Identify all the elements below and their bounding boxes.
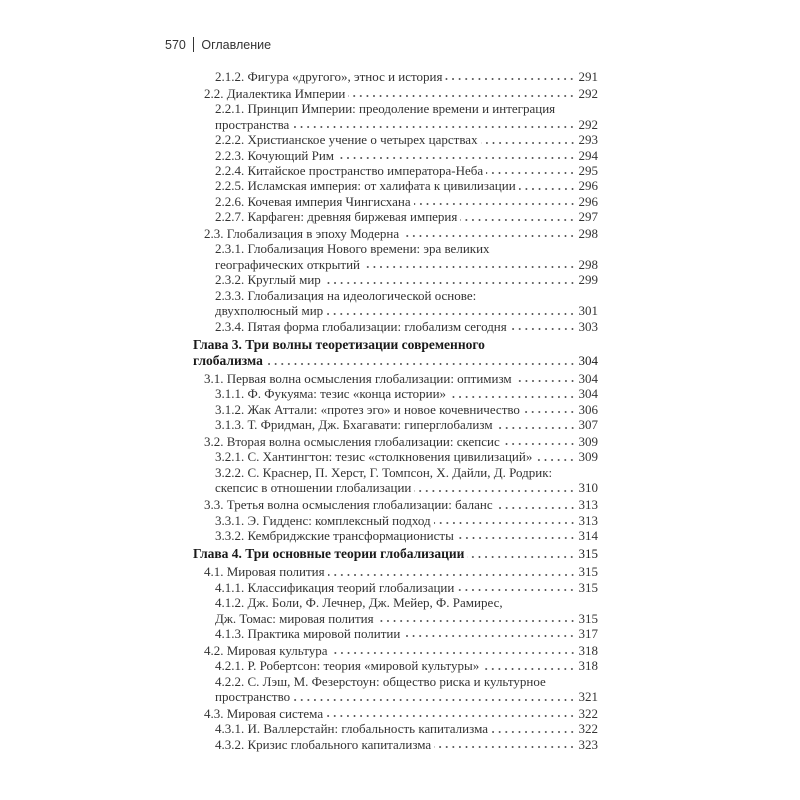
toc-chapter[interactable] bbox=[193, 546, 598, 562]
toc-entry-title: 2.2.2. Христианское учение о четырех царствах bbox=[215, 132, 478, 148]
toc-entry[interactable] bbox=[193, 148, 598, 163]
dot-leader bbox=[414, 196, 576, 206]
toc-entry-title: глобализма bbox=[193, 352, 263, 368]
toc-line bbox=[215, 209, 598, 224]
toc-line bbox=[215, 465, 598, 480]
toc-entry-title: 3.2.1. С. Хантингтон: тезис «столкновения цивилизаций» bbox=[215, 449, 533, 465]
toc-line bbox=[204, 564, 598, 579]
toc-line bbox=[215, 721, 598, 736]
toc-entry-title: 4.1.2. Дж. Боли, Ф. Лечнер, Дж. Мейер, Ф. Рамирес, bbox=[215, 595, 503, 611]
dot-leader bbox=[486, 165, 575, 175]
dot-leader bbox=[467, 549, 575, 559]
toc-entry-title: Дж. Томас: мировая полития bbox=[215, 610, 374, 626]
dot-leader bbox=[482, 661, 575, 671]
toc-page-number: 292 bbox=[578, 116, 598, 132]
dot-leader bbox=[503, 436, 576, 446]
toc-page-number: 315 bbox=[578, 564, 598, 580]
dot-leader bbox=[348, 88, 575, 98]
toc-line bbox=[193, 353, 598, 369]
toc-page-number: 291 bbox=[578, 69, 598, 84]
toc-page-number: 307 bbox=[578, 417, 598, 433]
toc-entry[interactable] bbox=[193, 402, 598, 417]
toc-line bbox=[215, 689, 598, 704]
dot-leader bbox=[292, 119, 575, 129]
toc-entry-title: 2.2.5. Исламская империя: от халифата к цивилизации bbox=[215, 178, 516, 194]
toc-line bbox=[193, 546, 598, 562]
dot-leader bbox=[326, 306, 575, 316]
toc-entry[interactable] bbox=[193, 580, 598, 595]
toc-entry[interactable] bbox=[193, 434, 598, 449]
toc-entry-title: 3.2.2. С. Краснер, П. Херст, Г. Томпсон, Х. Дайли, Д. Родрик: bbox=[215, 464, 553, 480]
toc-line bbox=[215, 386, 598, 401]
toc-entry-title: Глава 3. Три волны теоретизации современного bbox=[193, 336, 485, 352]
running-header bbox=[165, 37, 271, 52]
toc-page-number: 299 bbox=[578, 272, 598, 288]
toc-page-number: 294 bbox=[578, 147, 598, 163]
toc-line bbox=[215, 257, 598, 272]
toc-line bbox=[215, 272, 598, 287]
toc-entry-title: 2.2.3. Кочующий Рим bbox=[215, 147, 335, 163]
toc-page-number: 313 bbox=[578, 497, 598, 513]
toc-entry-title: 3.1. Первая волна осмысления глобализации: оптимизм bbox=[204, 370, 512, 386]
toc-entry[interactable] bbox=[193, 564, 598, 579]
toc-entry-title: 4.2.1. Р. Робертсон: теория «мировой культуры» bbox=[215, 658, 480, 674]
toc-page-number: 309 bbox=[578, 434, 598, 450]
toc-line bbox=[215, 163, 598, 178]
toc-entry-title: 2.2.1. Принцип Империи: преодоление времени и интеграция bbox=[215, 101, 556, 117]
toc-entry[interactable] bbox=[193, 226, 598, 241]
toc-entry-title: географических открытий bbox=[215, 256, 360, 272]
toc-line bbox=[215, 658, 598, 673]
toc-entry-title: 4.3.2. Кризис глобального капитализма bbox=[215, 736, 432, 752]
toc-line bbox=[215, 513, 598, 528]
toc-entry[interactable] bbox=[193, 497, 598, 512]
toc-entry-title: 3.3.2. Кембриджские трансформационисты bbox=[215, 527, 454, 543]
toc-line bbox=[215, 117, 598, 132]
toc-entry-title: 4.1.1. Классификация теорий глобализации bbox=[215, 579, 455, 595]
dot-leader bbox=[403, 628, 575, 638]
toc-entry[interactable] bbox=[193, 69, 598, 84]
toc-entry[interactable] bbox=[193, 674, 598, 705]
toc-entry[interactable] bbox=[193, 163, 598, 178]
toc-line bbox=[215, 101, 598, 116]
toc-line bbox=[215, 626, 598, 641]
toc-line bbox=[215, 528, 598, 543]
dot-leader bbox=[328, 567, 576, 577]
toc-line bbox=[204, 434, 598, 449]
toc-page-number: 304 bbox=[578, 386, 598, 402]
toc-line bbox=[193, 337, 598, 353]
toc-entry-title: 4.2. Мировая культура bbox=[204, 642, 328, 658]
toc-page-number: 322 bbox=[578, 721, 598, 737]
toc-entry-title: двухполюсный мир bbox=[215, 303, 324, 319]
toc-entry[interactable] bbox=[193, 595, 598, 626]
toc-line bbox=[215, 178, 598, 193]
dot-leader bbox=[434, 515, 576, 525]
toc-line bbox=[215, 132, 598, 147]
toc-page-number: 317 bbox=[578, 626, 598, 641]
toc-line bbox=[215, 148, 598, 163]
toc-page-number: 296 bbox=[578, 193, 598, 209]
toc-entry[interactable] bbox=[193, 658, 598, 673]
toc-page-number: 315 bbox=[578, 546, 598, 562]
dot-leader bbox=[293, 692, 575, 702]
toc-entry-title: 2.3.1. Глобализация Нового времени: эра великих bbox=[215, 241, 490, 257]
dot-leader bbox=[326, 708, 575, 718]
toc-line bbox=[204, 226, 598, 241]
toc-entry-title: 3.2. Вторая волна осмысления глобализации: скепсис bbox=[204, 434, 500, 450]
dot-leader bbox=[324, 275, 576, 285]
toc-page-number: 309 bbox=[578, 449, 598, 465]
toc-entry[interactable] bbox=[193, 737, 598, 752]
toc-page-number: 293 bbox=[578, 132, 598, 148]
toc-entry-title: 3.1.1. Ф. Фукуяма: тезис «конца истории» bbox=[215, 386, 447, 402]
toc-page-number: 296 bbox=[578, 178, 598, 194]
dot-leader bbox=[460, 212, 575, 222]
toc-entry-title: пространство bbox=[215, 689, 291, 705]
toc-line bbox=[204, 497, 598, 512]
toc-page-number: 322 bbox=[578, 706, 598, 722]
toc-line bbox=[215, 69, 598, 84]
toc-line bbox=[215, 611, 598, 626]
dot-leader bbox=[449, 389, 575, 399]
toc-line bbox=[215, 402, 598, 417]
toc-line bbox=[215, 319, 598, 334]
toc-entry[interactable] bbox=[193, 132, 598, 147]
toc-line bbox=[204, 643, 598, 658]
dot-leader bbox=[434, 739, 575, 749]
toc-line bbox=[215, 449, 598, 464]
toc-entry[interactable] bbox=[193, 241, 598, 272]
toc-page-number: 323 bbox=[578, 736, 598, 752]
toc-entry-title: 4.1.3. Практика мировой политии bbox=[215, 626, 401, 641]
toc-entry-title: 2.3.4. Пятая форма глобализации: глобализм сегодня bbox=[215, 318, 507, 334]
toc-entry-title: Глава 4. Три основные теории глобализации bbox=[193, 546, 465, 562]
toc-entry[interactable] bbox=[193, 194, 598, 209]
toc-entry[interactable] bbox=[193, 101, 598, 132]
toc-entry[interactable] bbox=[193, 272, 598, 287]
toc-line bbox=[215, 595, 598, 610]
toc-page-number: 301 bbox=[578, 303, 598, 319]
dot-leader bbox=[445, 71, 575, 81]
toc-entry[interactable] bbox=[193, 178, 598, 193]
toc-entry[interactable] bbox=[193, 513, 598, 528]
dot-leader bbox=[377, 613, 576, 623]
toc-entry-title: 2.2.4. Китайское пространство императора-Неба bbox=[215, 162, 484, 178]
toc-line bbox=[215, 480, 598, 495]
toc-line bbox=[215, 194, 598, 209]
dot-leader bbox=[535, 452, 575, 462]
toc-page-number: 304 bbox=[578, 352, 598, 368]
toc-line bbox=[215, 580, 598, 595]
toc-entry[interactable] bbox=[193, 706, 598, 721]
toc-page-number: 295 bbox=[578, 162, 598, 178]
toc-entry[interactable] bbox=[193, 386, 598, 401]
toc-page-number: 298 bbox=[578, 226, 598, 242]
dot-leader bbox=[510, 321, 576, 331]
toc-page-number: 318 bbox=[578, 658, 598, 674]
toc-entry-title: 2.3.2. Круглый мир bbox=[215, 272, 321, 288]
toc-page-number: 313 bbox=[578, 512, 598, 528]
toc-page-number: 292 bbox=[578, 85, 598, 101]
toc-line bbox=[215, 674, 598, 689]
toc-entry-title: скепсис в отношении глобализации bbox=[215, 480, 412, 496]
dot-leader bbox=[515, 373, 576, 383]
toc-entry[interactable] bbox=[193, 643, 598, 658]
dot-leader bbox=[491, 724, 576, 734]
page-number: 570 bbox=[165, 37, 186, 52]
toc-entry[interactable] bbox=[193, 721, 598, 736]
toc-line bbox=[215, 241, 598, 256]
toc-entry-title: 2.2.7. Карфаген: древняя биржевая империя bbox=[215, 209, 458, 225]
toc-page-number: 303 bbox=[578, 318, 598, 334]
table-of-contents bbox=[193, 69, 598, 752]
toc-entry[interactable] bbox=[193, 449, 598, 464]
toc-page-number: 318 bbox=[578, 642, 598, 658]
toc-line bbox=[204, 86, 598, 101]
dot-leader bbox=[496, 420, 576, 430]
dot-leader bbox=[523, 404, 576, 414]
toc-page-number: 315 bbox=[578, 579, 598, 595]
dot-leader bbox=[414, 483, 575, 493]
toc-entry[interactable] bbox=[193, 417, 598, 432]
toc-entry-title: 3.3. Третья волна осмысления глобализации: баланс bbox=[204, 497, 493, 513]
toc-page-number: 310 bbox=[578, 480, 598, 496]
dot-leader bbox=[266, 356, 576, 366]
dot-leader bbox=[457, 582, 575, 592]
toc-entry[interactable] bbox=[193, 288, 598, 319]
toc-entry[interactable] bbox=[193, 465, 598, 496]
toc-line bbox=[215, 737, 598, 752]
dot-leader bbox=[402, 228, 575, 238]
toc-entry-title: 2.1.2. Фигура «другого», этнос и история bbox=[215, 69, 443, 84]
toc-page-number: 315 bbox=[578, 610, 598, 626]
dot-leader bbox=[457, 530, 576, 540]
dot-leader bbox=[363, 259, 576, 269]
toc-entry[interactable] bbox=[193, 626, 598, 641]
toc-line bbox=[204, 371, 598, 386]
toc-entry[interactable] bbox=[193, 86, 598, 101]
toc-page-number: 314 bbox=[578, 527, 598, 543]
toc-entry-title: 4.3. Мировая система bbox=[204, 706, 324, 722]
toc-entry-title: 3.1.2. Жак Аттали: «протез эго» и новое кочевничество bbox=[215, 401, 520, 417]
dot-leader bbox=[331, 645, 576, 655]
dot-leader bbox=[519, 181, 576, 191]
toc-entry-title: 4.3.1. И. Валлерстайн: глобальность капитализма bbox=[215, 721, 488, 737]
toc-entry-title: пространства bbox=[215, 116, 290, 132]
toc-page-number: 306 bbox=[578, 401, 598, 417]
toc-line bbox=[215, 288, 598, 303]
toc-line bbox=[215, 303, 598, 318]
toc-page-number: 298 bbox=[578, 256, 598, 272]
toc-page-number: 304 bbox=[578, 370, 598, 386]
toc-entry-title: 2.2.6. Кочевая империя Чингисхана bbox=[215, 193, 411, 209]
toc-entry-title: 3.3.1. Э. Гидденс: комплексный подход bbox=[215, 512, 431, 528]
toc-entry-title: 3.1.3. Т. Фридман, Дж. Бхагавати: гиперглобализм bbox=[215, 417, 493, 433]
dot-leader bbox=[337, 150, 575, 160]
toc-entry-title: 4.1. Мировая полития bbox=[204, 564, 325, 580]
toc-page-number: 297 bbox=[578, 209, 598, 225]
toc-line bbox=[204, 706, 598, 721]
toc-entry[interactable] bbox=[193, 209, 598, 224]
toc-entry[interactable] bbox=[193, 319, 598, 334]
toc-page-number: 321 bbox=[578, 689, 598, 705]
dot-leader bbox=[496, 500, 576, 510]
toc-entry-title: 2.3. Глобализация в эпоху Модерна bbox=[204, 226, 400, 242]
dot-leader bbox=[481, 135, 576, 145]
section-title: Оглавление bbox=[201, 37, 272, 52]
toc-entry-title: 2.3.3. Глобализация на идеологической основе: bbox=[215, 287, 477, 303]
toc-chapter[interactable] bbox=[193, 337, 598, 369]
toc-entry-title: 2.2. Диалектика Империи bbox=[204, 85, 346, 101]
toc-entry[interactable] bbox=[193, 371, 598, 386]
toc-entry-title: 4.2.2. С. Лэш, М. Фезерстоун: общество риска и культурное bbox=[215, 673, 546, 689]
toc-line bbox=[215, 417, 598, 432]
toc-entry[interactable] bbox=[193, 528, 598, 543]
header-divider bbox=[193, 37, 195, 52]
